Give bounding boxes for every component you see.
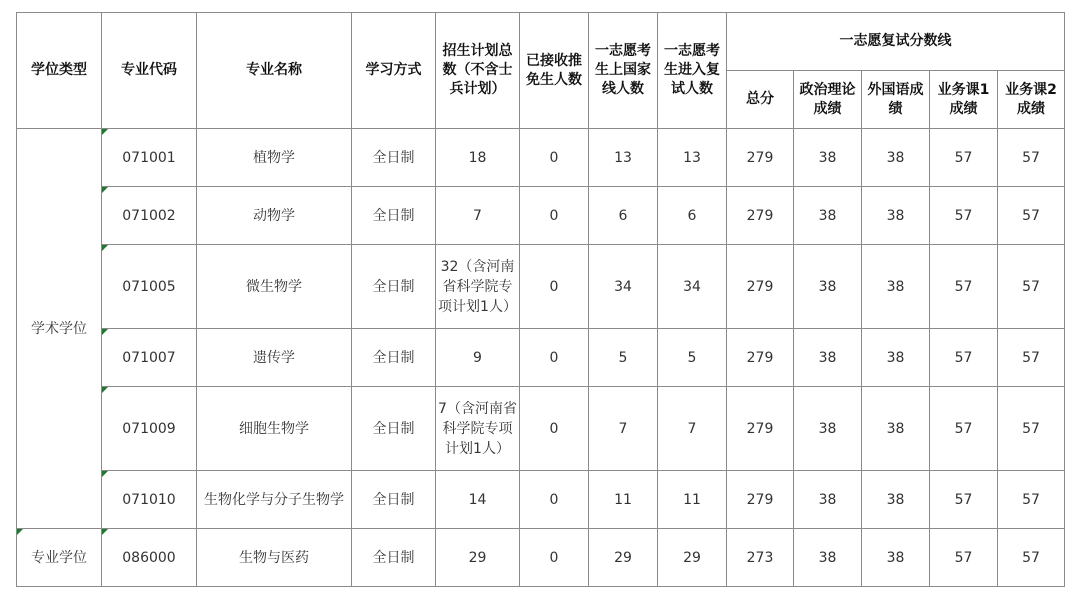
study-mode: 全日制 [352,471,436,529]
retest-count: 6 [658,187,727,245]
above-line-count: 29 [589,529,658,587]
score-foreign: 38 [862,529,930,587]
score-total: 279 [727,187,794,245]
above-line-count: 13 [589,129,658,187]
score-course2: 57 [998,529,1065,587]
header-exempt-count: 已接收推免生人数 [520,13,589,129]
score-total: 279 [727,129,794,187]
table-row [17,471,1065,529]
score-course2: 57 [998,329,1065,387]
retest-count: 34 [658,245,727,329]
exempt-count: 0 [520,245,589,329]
exempt-count: 0 [520,471,589,529]
above-line-count: 5 [589,329,658,387]
header-total: 总分 [727,71,794,129]
header-course2: 业务课2成绩 [998,71,1065,129]
study-mode: 全日制 [352,529,436,587]
score-course1: 57 [930,329,998,387]
exempt-count: 0 [520,329,589,387]
header-degree-type: 学位类型 [17,13,102,129]
major-code: 071007 [102,329,197,387]
enroll-plan: 7（含河南省科学院专项计划1人） [436,387,520,471]
major-code: 071001 [102,129,197,187]
enroll-plan: 18 [436,129,520,187]
score-course1: 57 [930,529,998,587]
score-course1: 57 [930,187,998,245]
score-course1: 57 [930,245,998,329]
major-name: 生物与医药 [197,529,352,587]
above-line-count: 34 [589,245,658,329]
table-row [17,245,1065,329]
study-mode: 全日制 [352,245,436,329]
major-name: 细胞生物学 [197,387,352,471]
score-course1: 57 [930,129,998,187]
exempt-count: 0 [520,129,589,187]
retest-count: 13 [658,129,727,187]
admission-score-table [16,12,1065,587]
header-study-mode: 学习方式 [352,13,436,129]
score-politics: 38 [794,187,862,245]
enroll-plan: 14 [436,471,520,529]
score-politics: 38 [794,529,862,587]
study-mode: 全日制 [352,387,436,471]
score-foreign: 38 [862,387,930,471]
table-row [17,129,1065,187]
degree-type-cell: 学术学位 [17,129,102,529]
score-foreign: 38 [862,245,930,329]
table-row [17,187,1065,245]
study-mode: 全日制 [352,187,436,245]
retest-count: 7 [658,387,727,471]
score-total: 273 [727,529,794,587]
above-line-count: 7 [589,387,658,471]
table-row [17,329,1065,387]
major-code: 086000 [102,529,197,587]
header-course1: 业务课1成绩 [930,71,998,129]
score-total: 279 [727,329,794,387]
score-course2: 57 [998,387,1065,471]
score-course2: 57 [998,129,1065,187]
exempt-count: 0 [520,529,589,587]
score-foreign: 38 [862,187,930,245]
table-row [17,529,1065,587]
score-foreign: 38 [862,471,930,529]
score-course2: 57 [998,187,1065,245]
enroll-plan: 29 [436,529,520,587]
enroll-plan: 7 [436,187,520,245]
score-politics: 38 [794,471,862,529]
score-course2: 57 [998,471,1065,529]
admission-table-container [16,12,1065,587]
table-body [17,129,1065,587]
retest-count: 11 [658,471,727,529]
major-name: 微生物学 [197,245,352,329]
header-row-top [17,13,1065,71]
major-code: 071005 [102,245,197,329]
above-line-count: 6 [589,187,658,245]
major-name: 生物化学与分子生物学 [197,471,352,529]
score-politics: 38 [794,387,862,471]
score-total: 279 [727,387,794,471]
header-politics: 政治理论成绩 [794,71,862,129]
retest-count: 5 [658,329,727,387]
major-code: 071002 [102,187,197,245]
score-politics: 38 [794,129,862,187]
score-foreign: 38 [862,329,930,387]
exempt-count: 0 [520,187,589,245]
header-major-name: 专业名称 [197,13,352,129]
major-code: 071010 [102,471,197,529]
major-code: 071009 [102,387,197,471]
exempt-count: 0 [520,387,589,471]
score-course2: 57 [998,245,1065,329]
above-line-count: 11 [589,471,658,529]
table-row [17,387,1065,471]
major-name: 遗传学 [197,329,352,387]
degree-type-cell: 专业学位 [17,529,102,587]
score-total: 279 [727,471,794,529]
study-mode: 全日制 [352,329,436,387]
header-major-code: 专业代码 [102,13,197,129]
enroll-plan: 32（含河南省科学院专项计划1人） [436,245,520,329]
enroll-plan: 9 [436,329,520,387]
header-above-line: 一志愿考生上国家线人数 [589,13,658,129]
header-score-line-group: 一志愿复试分数线 [727,13,1065,71]
study-mode: 全日制 [352,129,436,187]
major-name: 植物学 [197,129,352,187]
header-foreign: 外国语成绩 [862,71,930,129]
header-retest-count: 一志愿考生进入复试人数 [658,13,727,129]
score-course1: 57 [930,387,998,471]
score-total: 279 [727,245,794,329]
score-course1: 57 [930,471,998,529]
score-politics: 38 [794,245,862,329]
header-enroll-plan: 招生计划总数（不含士兵计划） [436,13,520,129]
retest-count: 29 [658,529,727,587]
score-foreign: 38 [862,129,930,187]
major-name: 动物学 [197,187,352,245]
score-politics: 38 [794,329,862,387]
